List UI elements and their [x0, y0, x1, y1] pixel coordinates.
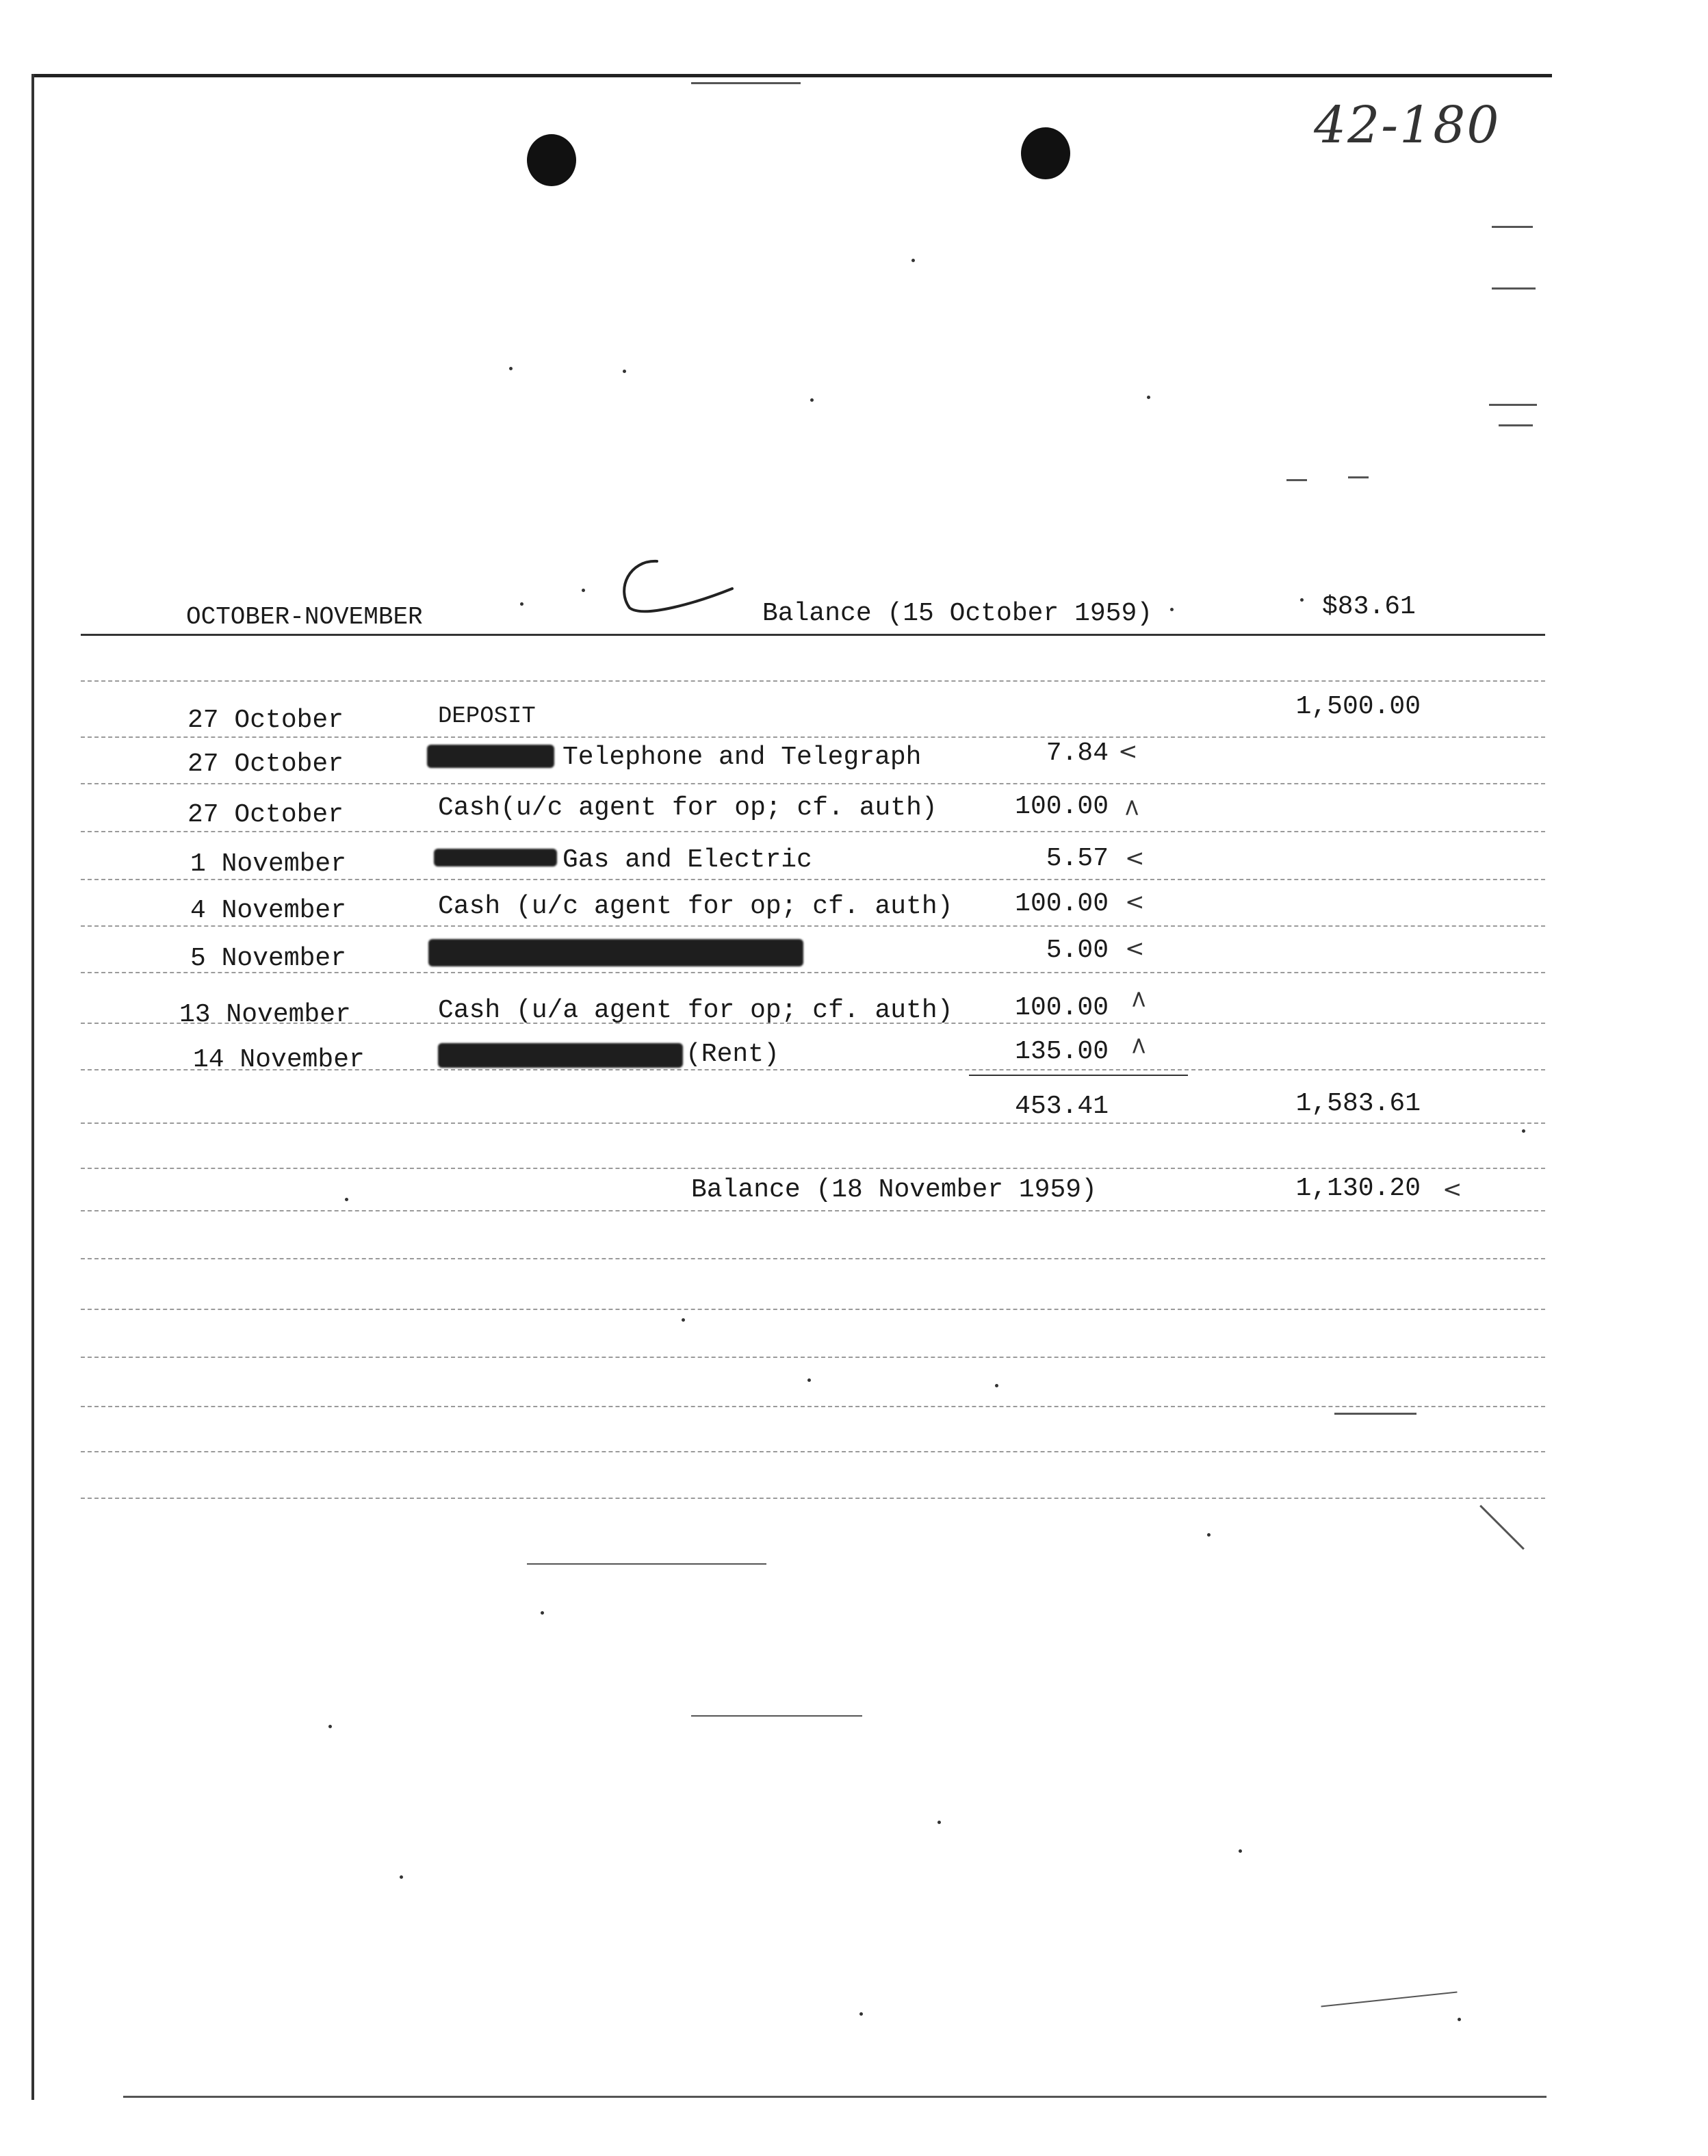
entry-debit: 100.00: [1015, 889, 1109, 919]
scan-speck: [911, 259, 915, 262]
rule-line: [81, 1258, 1545, 1259]
rule-line: [81, 1210, 1545, 1211]
entry-description: DEPOSIT: [438, 704, 536, 730]
rule-line: [81, 1498, 1545, 1499]
scan-speck: [520, 602, 523, 606]
rule-line: [81, 831, 1545, 832]
scan-dash: [1334, 1413, 1416, 1415]
rule-line: [81, 736, 1545, 738]
entry-debit: 135.00: [1015, 1037, 1109, 1066]
credit-total: 1,583.61: [1295, 1089, 1421, 1118]
page-top-edge: [33, 74, 1552, 77]
redaction-block: [427, 745, 554, 768]
scan-speck: [1170, 608, 1174, 611]
scan-dash: [1321, 1992, 1457, 2007]
rule-line: [81, 1168, 1545, 1169]
scan-dash: [1348, 476, 1369, 478]
header-underline: [81, 634, 1545, 636]
scan-speck: [1207, 1533, 1211, 1537]
entry-description: Cash(u/c agent for op; cf. auth): [438, 793, 937, 823]
punch-hole-left: [527, 134, 576, 186]
scan-dash: [691, 82, 801, 84]
rule-line: [81, 1406, 1545, 1407]
scan-dash: [1479, 1505, 1525, 1550]
scan-speck: [1239, 1849, 1242, 1853]
scan-speck: [509, 367, 513, 370]
scan-speck: [1522, 1129, 1525, 1133]
folio-number: 42-180: [1314, 96, 1501, 155]
check-mark: <: [1125, 1036, 1153, 1056]
rule-line: [81, 879, 1545, 880]
scan-dash: [1499, 424, 1533, 426]
debit-total-rule: [969, 1075, 1188, 1076]
redaction-block: [428, 939, 803, 966]
scan-speck: [810, 398, 814, 402]
rule-line: [81, 1122, 1545, 1124]
opening-balance-label: Balance (15 October 1959): [762, 599, 1153, 628]
page-left-edge: [31, 74, 34, 2100]
closing-balance-label: Balance (18 November 1959): [691, 1175, 1097, 1205]
scan-speck: [682, 1318, 685, 1322]
entry-date: 13 November: [179, 1000, 351, 1029]
scan-speck: [995, 1384, 998, 1387]
page-bottom-edge: [123, 2096, 1547, 2098]
scan-dash: [1492, 226, 1533, 228]
entry-description: Telephone and Telegraph: [562, 743, 922, 772]
rule-line: [81, 680, 1545, 682]
scan-speck: [541, 1611, 544, 1615]
entry-date: 27 October: [187, 749, 344, 779]
entry-date: 27 October: [187, 706, 344, 735]
entry-debit: 100.00: [1015, 792, 1109, 821]
scan-dash: [691, 1715, 862, 1717]
rule-line: [81, 1357, 1545, 1358]
handwritten-c-mark: [602, 548, 753, 623]
entry-debit: 5.57: [1046, 844, 1109, 873]
redaction-block: [434, 849, 557, 867]
opening-balance-amount: $83.61: [1322, 592, 1416, 621]
scan-speck: [345, 1198, 348, 1201]
period-heading: OCTOBER-NOVEMBER: [186, 603, 423, 631]
redaction-block: [438, 1043, 683, 1068]
rule-line: [81, 925, 1545, 927]
check-mark: <: [1125, 845, 1145, 872]
entry-date: 14 November: [193, 1045, 365, 1075]
entry-debit: 100.00: [1015, 993, 1109, 1023]
scan-speck: [937, 1821, 941, 1824]
scan-dash: [1492, 287, 1536, 290]
entry-description: (Rent): [686, 1040, 779, 1069]
scan-dash: [1286, 479, 1307, 481]
closing-balance-amount: 1,130.20: [1295, 1174, 1421, 1203]
rule-line: [81, 1451, 1545, 1452]
scan-dash: [527, 1563, 766, 1565]
entry-date: 5 November: [190, 944, 347, 973]
entry-date: 1 November: [190, 849, 347, 879]
check-mark: <: [1125, 888, 1145, 916]
debit-total: 453.41: [1015, 1092, 1109, 1121]
entry-credit: 1,500.00: [1295, 692, 1421, 721]
scan-speck: [328, 1725, 332, 1728]
check-mark: <: [1442, 1176, 1462, 1203]
scan-dash: [1489, 404, 1537, 406]
punch-hole-right: [1021, 127, 1070, 179]
scan-speck: [1147, 396, 1150, 399]
entry-description: Cash (u/c agent for op; cf. auth): [438, 892, 953, 921]
scan-speck: [400, 1875, 403, 1879]
check-mark: <: [1125, 935, 1145, 962]
entry-debit: 7.84: [1046, 739, 1109, 768]
scan-speck: [1300, 598, 1304, 602]
rule-line: [81, 783, 1545, 784]
scan-speck: [582, 589, 585, 592]
scan-speck: [623, 370, 626, 373]
entry-description: Gas and Electric: [562, 845, 812, 875]
rule-line: [81, 1309, 1545, 1310]
scan-speck: [859, 2012, 863, 2016]
entry-description: Cash (u/a agent for op; cf. auth): [438, 996, 953, 1025]
scan-speck: [807, 1378, 811, 1382]
check-mark: <: [1125, 989, 1153, 1010]
entry-date: 27 October: [187, 800, 344, 830]
scan-speck: [1458, 2018, 1461, 2021]
check-mark: <: [1118, 738, 1138, 765]
entry-debit: 5.00: [1046, 936, 1109, 965]
check-mark: <: [1118, 797, 1146, 818]
entry-date: 4 November: [190, 896, 347, 925]
